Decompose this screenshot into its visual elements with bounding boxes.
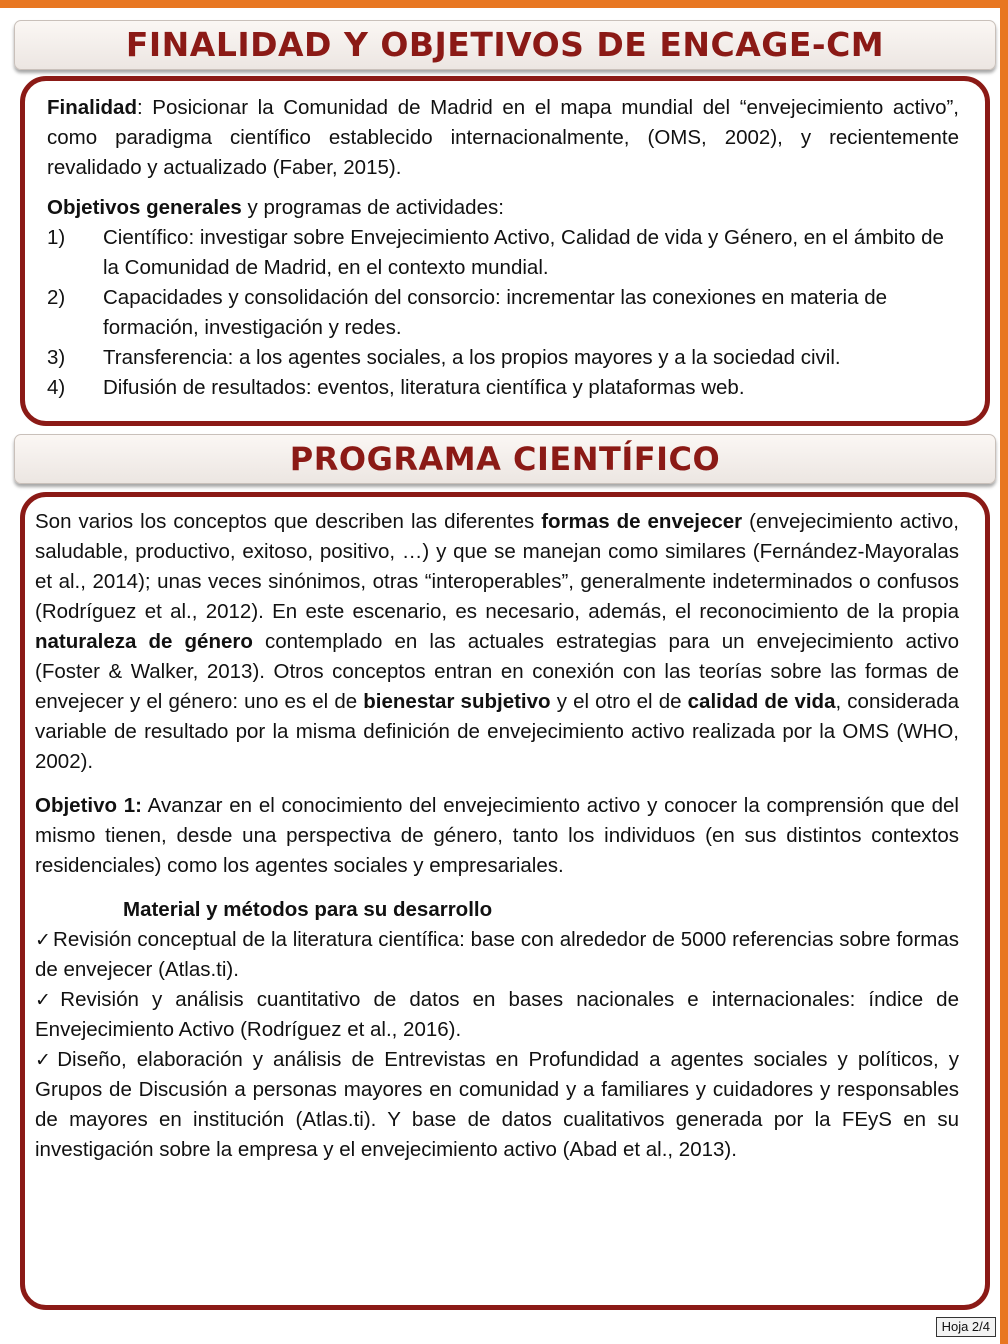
objetivo-text: Científico: investigar sobre Envejecimiento Activo, Calidad de vida y Género, en el ámbito de la Comunidad de Madrid, en el contexto mundial. (103, 226, 944, 279)
objetivo-item (47, 223, 959, 283)
checkmark-icon: ✓ (35, 1049, 56, 1071)
objetivo-number: 1) (47, 226, 66, 249)
section-title-finalidad: FINALIDAD Y OBJETIVOS DE ENCAGE-CM (14, 20, 996, 70)
section-title-programa: PROGRAMA CIENTÍFICO (14, 434, 996, 484)
objetivos-label-rest: y programas de actividades: (241, 196, 504, 219)
finalidad-objetivos-box (20, 76, 990, 426)
right-accent-bar (1000, 0, 1008, 1344)
intro-paragraph (35, 507, 959, 777)
method-text: Revisión conceptual de la literatura científica: base con alrededor de 5000 referencias sobre formas de envejecer (Atlas.ti). (35, 928, 959, 981)
intro-bold-term: naturaleza de género (35, 630, 253, 653)
objetivo-item (47, 283, 959, 343)
objetivo1-label: Objetivo 1: (35, 794, 143, 817)
objetivo1-paragraph (35, 791, 959, 881)
objetivo-text: Transferencia: a los agentes sociales, a los propios mayores y a la sociedad civil. (103, 346, 841, 369)
page-number-label: Hoja 2/4 (936, 1317, 996, 1337)
finalidad-text: : Posicionar la Comunidad de Madrid en el mapa mundial del “envejecimiento activo”, como paradigma científico establecido internacionalmente, (OMS, 2002), y recientemente revalidado y actualizado (Faber, 2015). (47, 96, 959, 179)
objetivo1-text: Avanzar en el conocimiento del envejecimiento activo y conocer la comprensión que del mismo tienen, desde una perspectiva de género, tanto los individuos (en sus distintos contextos residenciales) como los agentes sociales y empresariales. (35, 794, 959, 877)
intro-text: contemplado en las actuales estrategias para un envejecimiento activo (Foster & Walker, 2013). Otros conceptos entran en conexión con las teorías sobre las formas de envejecer y el género: uno es el de (35, 630, 959, 713)
objetivos-heading (47, 193, 959, 223)
checkmark-icon: ✓ (35, 989, 59, 1011)
method-text: Diseño, elaboración y análisis de Entrevistas en Profundidad a agentes sociales y políticos, y Grupos de Discusión a personas mayores en comunidad y a familiares y cuidadores y responsables de mayores en institución (Atlas.ti). Y base de datos cualitativos generada por la FEyS en su investigación sobre la empresa y el envejecimiento activo (Abad et al., 2013). (35, 1048, 959, 1161)
objetivo-item (47, 373, 959, 403)
methods-list (35, 925, 959, 1165)
intro-bold-term: formas de envejecer (541, 510, 743, 533)
method-text: Revisión y análisis cuantitativo de datos en bases nacionales e internacionales: índice de Envejecimiento Activo (Rodríguez et al., 2016). (35, 988, 959, 1041)
intro-bold-term: bienestar subjetivo (363, 690, 551, 713)
method-item (35, 985, 959, 1045)
intro-text: (envejecimiento activo, saludable, productivo, exitoso, positivo, …) y que se manejan como similares (Fernández-Mayoralas et al., 2014); unas veces sinónimos, otras “interoperables”, generalmente indeterminados o confusos (Rodríguez et al., 2012). En este escenario, es necesario, además, el reconocimiento de la propia (35, 510, 959, 623)
intro-text: Son varios los conceptos que describen las diferentes (35, 510, 542, 533)
finalidad-paragraph (47, 93, 959, 183)
objetivo-number: 3) (47, 346, 66, 369)
objetivo-number: 4) (47, 376, 66, 399)
objetivos-list (47, 223, 959, 403)
objetivo-number: 2) (47, 286, 66, 309)
methods-title: Material y métodos para su desarrollo (123, 898, 493, 921)
intro-text: , considerada variable de resultado por la misma definición de envejecimiento activo realizada por la OMS (WHO, 2002). (35, 690, 959, 773)
objetivos-label: Objetivos generales (47, 196, 242, 219)
checkmark-icon: ✓ (35, 929, 52, 951)
method-item (35, 1045, 959, 1165)
objetivo-text: Capacidades y consolidación del consorcio: incrementar las conexiones en materia de formación, investigación y redes. (103, 286, 887, 339)
method-item (35, 925, 959, 985)
intro-text: y el otro el de (550, 690, 688, 713)
top-accent-bar (0, 0, 1008, 8)
finalidad-label: Finalidad (47, 96, 137, 119)
intro-bold-term: calidad de vida (687, 690, 836, 713)
programa-cientifico-box (20, 492, 990, 1310)
objetivo-item (47, 343, 959, 373)
objetivo-text: Difusión de resultados: eventos, literatura científica y plataformas web. (103, 376, 745, 399)
